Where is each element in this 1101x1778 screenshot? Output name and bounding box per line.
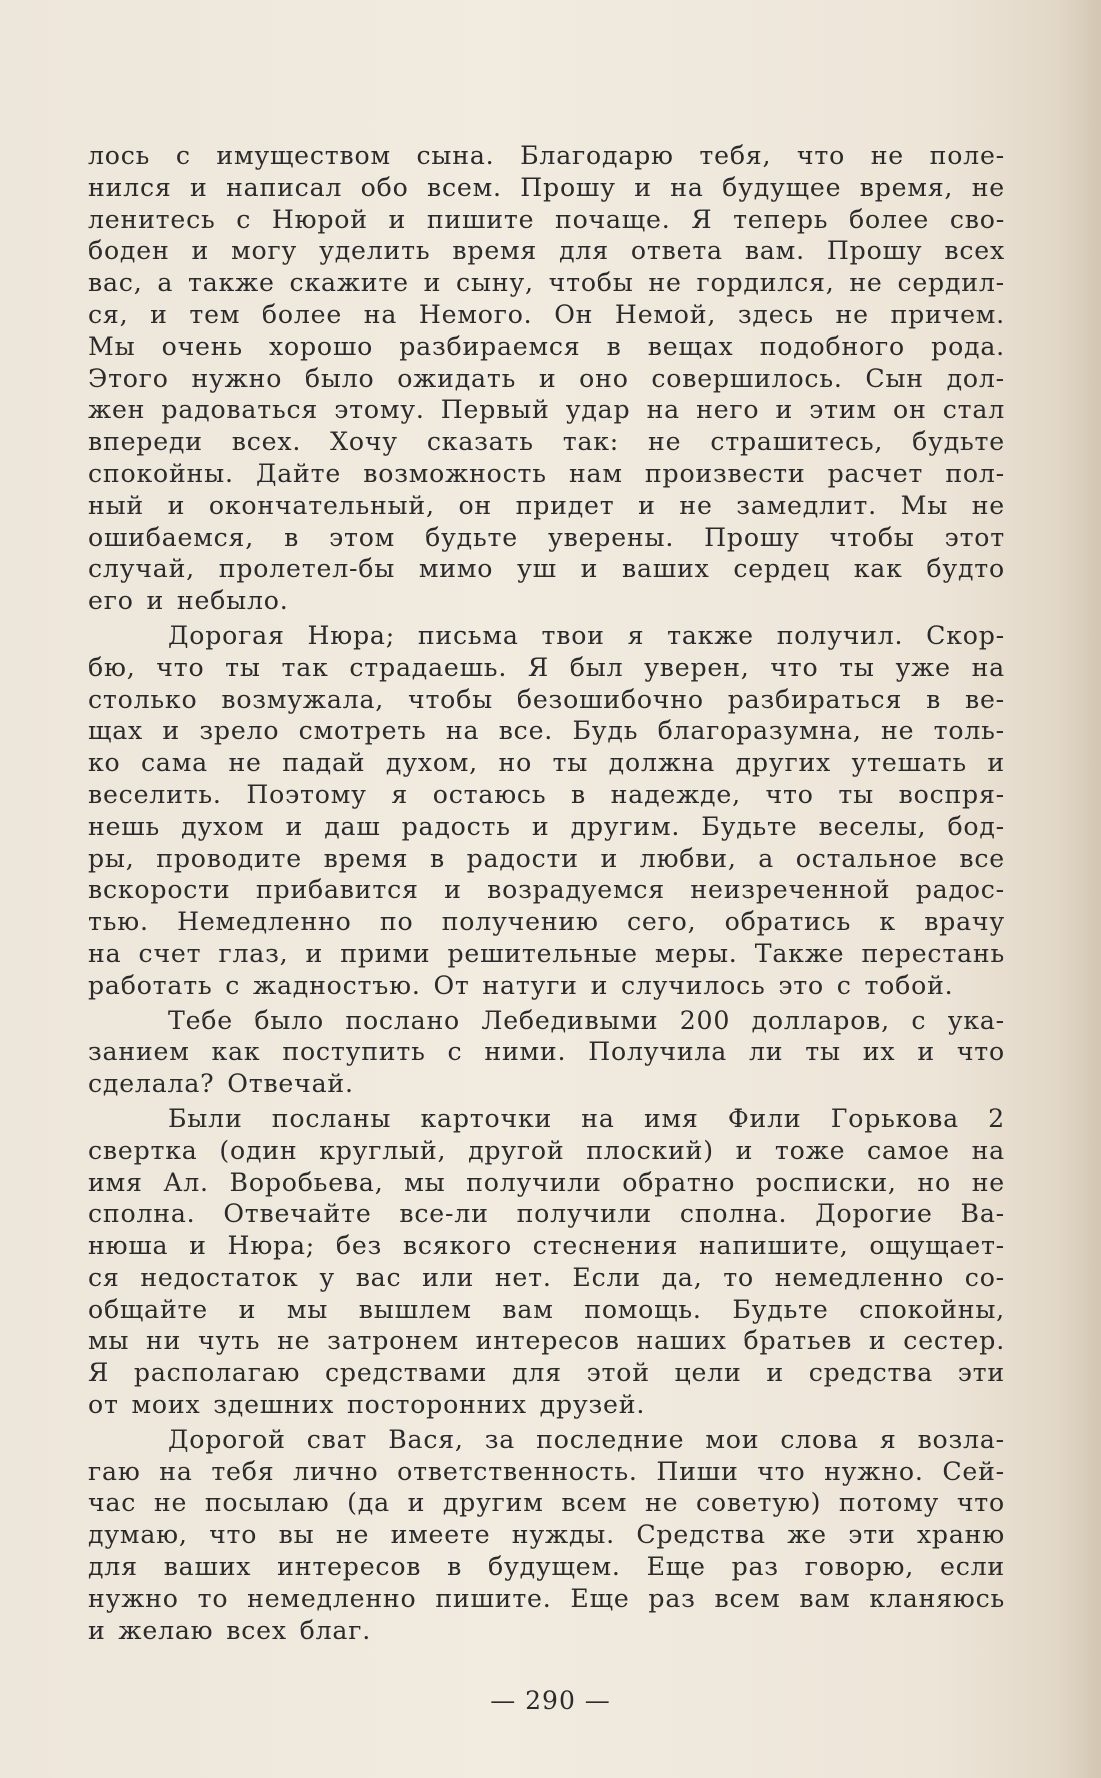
text-line: общайте и мы вышлем вам помощь. Будьте спокойны,: [88, 1294, 1005, 1324]
text-line: боден и могу уделить время для ответа вам. Прошу всех: [88, 236, 1005, 266]
text-line: Мы очень хорошо разбираемся в вещах подобного рода.: [88, 331, 1005, 361]
text-line: от моих здешних посторонних друзей.: [88, 1390, 646, 1420]
text-line: впереди всех. Хочу сказать так: не страшитесь, будьте: [88, 427, 1005, 457]
text-line: нюша и Нюра; без всякого стеснения напишите, ощущает-: [88, 1231, 1005, 1261]
text-line: бю, что ты так страдаешь. Я был уверен, что ты уже на: [88, 652, 1005, 682]
text-line: ленитесь с Нюрой и пишите почаще. Я теперь более сво-: [88, 204, 1005, 234]
paragraph: [88, 140, 1005, 617]
text-line: имя Ал. Воробьева, мы получили обратно росписки, но не: [88, 1167, 1005, 1197]
text-line: для ваших интересов в будущем. Еще раз говорю, если: [88, 1552, 1005, 1582]
text-line: Тебе было послано Лебедивыми 200 долларов, с ука-: [168, 1005, 1005, 1035]
text-line: свертка (один круглый, другой плоский) и тоже самое на: [88, 1135, 1005, 1165]
text-line: ко сама не падай духом, но ты должна других утешать и: [88, 748, 1005, 778]
text-line: ошибаемся, в этом будьте уверены. Прошу чтобы этот: [88, 522, 1005, 552]
text-line: ся недостаток у вас или нет. Если да, то немедленно со-: [88, 1262, 1005, 1292]
text-line: думаю, что вы не имеете нужды. Средства же эти храню: [88, 1520, 1005, 1550]
text-line: щах и зрело смотреть на все. Будь благоразумна, не толь-: [88, 716, 1005, 746]
text-line: час не посылаю (да и другим всем не советую) потому что: [88, 1488, 1005, 1518]
text-line: сполна. Отвечайте все-ли получили сполна. Дорогие Ва-: [88, 1199, 1005, 1229]
body-text: [88, 140, 1005, 1649]
text-line: веселить. Поэтому я остаюсь в надежде, что ты воспря-: [88, 779, 1005, 809]
text-line: нужно то немедленно пишите. Еще раз всем вам кланяюсь: [88, 1583, 1005, 1613]
text-line: случай, пролетел-бы мимо уш и ваших сердец как будто: [88, 554, 1005, 584]
text-line: его и небыло.: [88, 586, 289, 616]
text-line: вскорости прибавится и возрадуемся неизреченной радос-: [88, 875, 1005, 905]
text-line: спокойны. Дайте возможность нам произвести расчет пол-: [88, 458, 1005, 488]
text-line: гаю на тебя лично ответственность. Пиши что нужно. Сей-: [88, 1456, 1005, 1486]
text-line: Дорогая Нюра; письма твои я также получил. Скор-: [168, 620, 1005, 650]
text-line: Я располагаю средствами для этой цели и средства эти: [88, 1358, 1005, 1388]
paragraph: [88, 1424, 1005, 1647]
text-line: и желаю всех благ.: [88, 1615, 372, 1645]
text-line: столько возмужала, чтобы безошибочно разбираться в ве-: [88, 684, 1005, 714]
text-line: ный и окончательный, он придет и не замедлит. Мы не: [88, 490, 1005, 520]
text-line: нешь духом и даш радость и другим. Будьте веселы, бод-: [88, 811, 1005, 841]
paragraph: [88, 1103, 1005, 1421]
paragraph: [88, 1005, 1005, 1100]
text-line: занием как поступить с ними. Получила ли ты их и что: [88, 1037, 1005, 1067]
text-line: жен радоваться этому. Первый удар на него и этим он стал: [88, 395, 1005, 425]
text-line: на счет глаз, и прими решительные меры. Также перестань: [88, 938, 1005, 968]
paragraph: [88, 620, 1005, 1002]
text-line: тью. Немедленно по получению сего, обратись к врачу: [88, 907, 1005, 937]
text-line: Этого нужно было ожидать и оно совершилось. Сын дол-: [88, 363, 1005, 393]
text-line: лось с имуществом сына. Благодарю тебя, что не поле-: [88, 141, 1005, 170]
text-line: Были посланы карточки на имя Фили Горькова 2: [168, 1103, 1005, 1133]
page-number: — 290 —: [490, 1686, 611, 1715]
text-line: ся, и тем более на Немого. Он Немой, здесь не причем.: [88, 299, 1005, 329]
text-line: сделала? Отвечай.: [88, 1069, 354, 1099]
text-line: нился и написал обо всем. Прошу и на будущее время, не: [88, 172, 1005, 202]
text-line: Дорогой сват Вася, за последние мои слова я возла-: [168, 1424, 1005, 1454]
text-line: мы ни чуть не затронем интересов наших братьев и сестер.: [88, 1326, 1005, 1356]
text-line: вас, а также скажите и сыну, чтобы не гордился, не сердил-: [88, 268, 1005, 298]
text-line: работать с жадностъю. От натуги и случилось это с тобой.: [88, 970, 954, 1000]
text-line: ры, проводите время в радости и любви, а остальное все: [88, 843, 1005, 873]
